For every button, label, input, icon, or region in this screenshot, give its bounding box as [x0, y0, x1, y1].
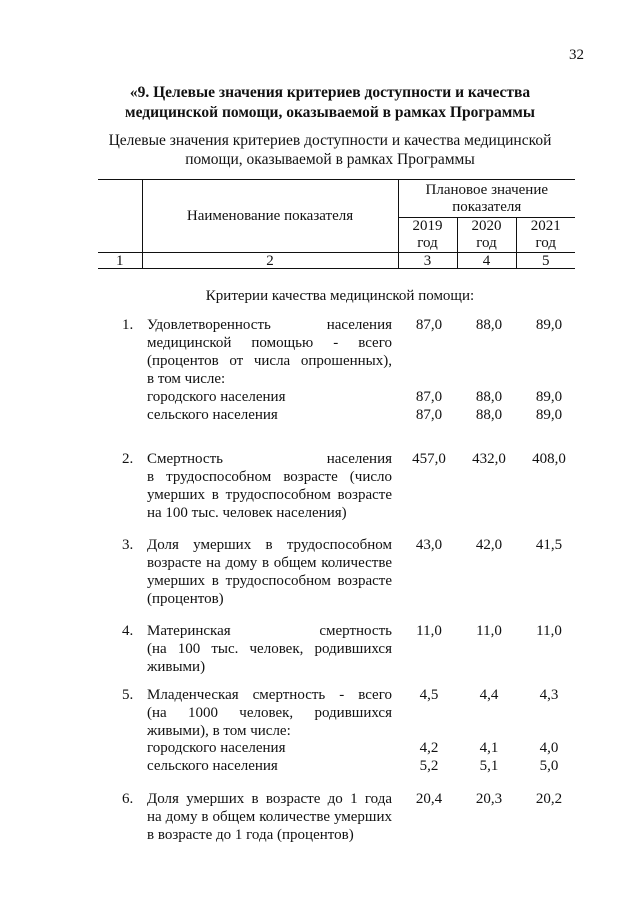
value-2021: 89,0: [535, 317, 563, 333]
desc-line: (на 100 тыс. человек, родившихся: [147, 641, 392, 657]
row-number: 3.: [122, 537, 134, 553]
plan-line: Плановое значение: [425, 181, 548, 198]
desc-line: Младенческая смертность - всего: [147, 687, 392, 703]
desc-line: умерших в трудоспособном возрасте: [147, 573, 392, 589]
value-2021: 89,0: [535, 407, 563, 423]
value-2019: 87,0: [415, 317, 443, 333]
sub-row-label: городского населения: [147, 740, 286, 756]
value-2019: 4,2: [419, 740, 439, 756]
value-2021: 41,5: [535, 537, 563, 553]
table-caption: [80, 131, 580, 169]
value-2020: 5,1: [479, 758, 499, 774]
desc-line: (на 1000 человек, родившихся: [147, 705, 392, 721]
desc-line: возрасте на дому в общем количестве: [147, 555, 392, 571]
desc-line: (процентов): [147, 591, 224, 607]
table-header: [98, 179, 575, 269]
value-2021: 20,2: [535, 791, 563, 807]
year-unit: год: [476, 235, 497, 251]
row-description: [147, 790, 392, 844]
desc-line: Доля умерших в трудоспособном: [147, 537, 392, 553]
header-name-column: Наименование показателя: [142, 180, 398, 253]
sub-row-label: сельского населения: [147, 407, 278, 423]
value-2019: 457,0: [412, 451, 446, 467]
year-label: 2020: [471, 218, 502, 234]
desc-line: живыми): [147, 659, 206, 675]
value-2020: 42,0: [475, 537, 503, 553]
desc-line: в трудоспособном возрасте (число: [147, 469, 392, 485]
row-number: 5.: [122, 687, 134, 703]
column-number: 5: [516, 253, 575, 269]
desc-line: в том числе:: [147, 371, 226, 387]
value-2021: 4,3: [539, 687, 559, 703]
row-number: 1.: [122, 317, 134, 333]
row-description: [147, 686, 392, 740]
header-year-2019: [398, 218, 457, 253]
header-year-2020: [457, 218, 516, 253]
sub-row-label: сельского населения: [147, 758, 278, 774]
year-label: 2019: [412, 218, 443, 234]
value-2020: 4,4: [479, 687, 499, 703]
caption-line: Целевые значения критериев доступности и качества медицинской: [108, 132, 552, 149]
sub-row-label: городского населения: [147, 389, 286, 405]
value-2019: 87,0: [415, 407, 443, 423]
column-number: 4: [457, 253, 516, 269]
caption-line: помощи, оказываемой в рамках Программы: [185, 151, 475, 168]
value-2020: 88,0: [475, 407, 503, 423]
page-number: 32: [569, 47, 584, 63]
desc-line: на 100 тыс. человек населения): [147, 505, 347, 521]
desc-line: на дому в общем количестве умерших: [147, 809, 392, 825]
row-number: 2.: [122, 451, 134, 467]
row-description: [147, 450, 392, 522]
value-2019: 11,0: [416, 623, 442, 639]
plan-line: показателя: [452, 198, 522, 215]
value-2020: 11,0: [476, 623, 502, 639]
row-description: [147, 316, 392, 388]
column-number: 2: [142, 253, 398, 269]
desc-line: живыми), в том числе:: [147, 723, 291, 739]
section-heading: [60, 83, 600, 123]
desc-line: Удовлетворенность населения: [147, 317, 392, 333]
value-2021: 11,0: [536, 623, 562, 639]
year-label: 2021: [530, 218, 561, 234]
value-2021: 89,0: [535, 389, 563, 405]
column-number: 3: [398, 253, 457, 269]
desc-line: Материнская смертность: [147, 623, 392, 639]
heading-line: медицинской помощи, оказываемой в рамках Программы: [125, 104, 535, 121]
desc-line: медицинской помощью - всего: [147, 335, 392, 351]
desc-line: (процентов от числа опрошенных),: [147, 353, 392, 369]
value-2020: 432,0: [472, 451, 506, 467]
value-2019: 5,2: [419, 758, 439, 774]
value-2021: 5,0: [539, 758, 559, 774]
value-2020: 88,0: [475, 389, 503, 405]
heading-line: «9. Целевые значения критериев доступности и качества: [129, 84, 531, 101]
column-number: 1: [98, 253, 142, 269]
desc-line: умерших в трудоспособном возрасте: [147, 487, 392, 503]
value-2020: 4,1: [479, 740, 499, 756]
value-2020: 88,0: [475, 317, 503, 333]
desc-line: Доля умерших в возрасте до 1 года: [147, 791, 392, 807]
header-year-2021: [516, 218, 575, 253]
value-2019: 4,5: [419, 687, 439, 703]
row-number: 4.: [122, 623, 134, 639]
header-plan-value: [398, 180, 575, 218]
value-2021: 408,0: [532, 451, 566, 467]
value-2019: 20,4: [415, 791, 443, 807]
year-unit: год: [535, 235, 556, 251]
row-number: 6.: [122, 791, 134, 807]
year-unit: год: [417, 235, 438, 251]
desc-line: Смертность населения: [147, 451, 392, 467]
section-title: Критерии качества медицинской помощи:: [205, 288, 475, 304]
value-2019: 87,0: [415, 389, 443, 405]
row-description: [147, 622, 392, 676]
row-description: [147, 536, 392, 608]
value-2019: 43,0: [415, 537, 443, 553]
value-2020: 20,3: [475, 791, 503, 807]
desc-line: в возрасте до 1 года (процентов): [147, 827, 354, 843]
header-cell-empty: [98, 180, 142, 253]
value-2021: 4,0: [539, 740, 559, 756]
